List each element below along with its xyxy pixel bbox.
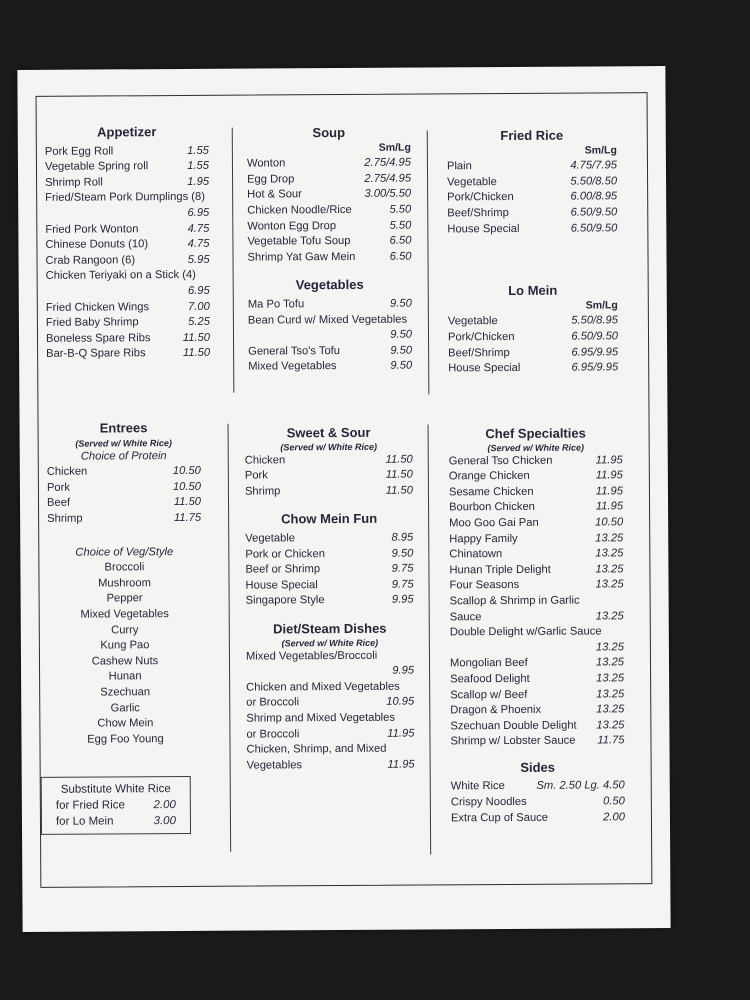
menu-item-name: for Fried Rice [55, 799, 125, 812]
menu-item-price: 11.75 [597, 734, 625, 747]
style-option: Szechuan [100, 686, 151, 699]
menu-item-name: Singapore Style [245, 594, 325, 607]
menu-item-price: 11.50 [385, 484, 413, 497]
vegetables-list [248, 297, 412, 376]
menu-item [450, 671, 624, 688]
menu-item [451, 810, 625, 827]
menu-item-name: Chinese Donuts (10) [45, 238, 149, 251]
menu-item [447, 205, 617, 222]
menu-item [56, 813, 176, 830]
menu-item-price: 10.50 [595, 516, 624, 529]
fried-rice-list [447, 159, 617, 238]
fried-rice-section [447, 127, 619, 377]
menu-item-name: Shrimp Roll [45, 176, 103, 189]
menu-item [449, 562, 623, 579]
menu-item-price: 11.95 [595, 485, 623, 498]
menu-item-price: 13.25 [596, 703, 625, 716]
menu-item-name: House Special [245, 578, 318, 592]
sweet-sour-section [245, 425, 415, 774]
menu-item-name: Vegetables [246, 758, 303, 772]
menu-item-price: 11.50 [182, 347, 211, 360]
menu-item-price: 6.95 [187, 206, 210, 219]
menu-item-price: 11.50 [385, 468, 413, 481]
appetizer-list [45, 143, 210, 362]
menu-item [449, 500, 623, 517]
menu-item [46, 299, 210, 316]
lo-mein-title: Lo Mein [508, 282, 558, 299]
entrees-section [47, 420, 203, 748]
soup-section [247, 125, 413, 376]
menu-item [450, 718, 624, 735]
menu-item-price: 6.50 [389, 250, 412, 263]
menu-item-price: 1.95 [187, 175, 210, 188]
menu-item [245, 562, 413, 579]
menu-item-price: 11.50 [173, 496, 202, 509]
menu-item-price: 13.25 [596, 672, 625, 685]
menu-item-price: 3.00/5.50 [364, 187, 412, 201]
menu-item [46, 331, 210, 348]
menu-item-line [246, 679, 414, 696]
menu-item [245, 546, 413, 563]
menu-item [448, 314, 618, 331]
menu-item-price: 6.95 [187, 284, 210, 297]
menu-item-price: 11.75 [173, 511, 202, 525]
menu-item-name: Shrimp and Mixed Vegetables [246, 711, 396, 725]
menu-item-name: Chinatown [449, 548, 503, 561]
menu-item-price: 4.75 [187, 237, 210, 251]
menu-item-name: Orange Chicken [448, 470, 530, 483]
menu-item-name: Wonton Egg Drop [247, 219, 337, 233]
menu-item [46, 346, 210, 363]
menu-item [45, 190, 209, 222]
menu-item-name: Scallop & Shrimp in Garlic [449, 594, 580, 608]
menu-item-price: 6.50/9.50 [570, 206, 618, 219]
appetizer-title: Appetizer [97, 124, 157, 140]
diet-title: Diet/Steam Dishes [273, 620, 387, 637]
style-option: Pepper [106, 592, 143, 605]
menu-item [449, 531, 623, 548]
menu-item-name: Shrimp Yat Gaw Mein [247, 250, 356, 264]
menu-item-name: Fried Pork Wonton [45, 222, 139, 236]
menu-item [247, 218, 411, 235]
menu-item [246, 593, 414, 610]
menu-item [247, 757, 415, 774]
column-divider-3 [228, 424, 232, 852]
menu-item-name: Mongolian Beef [449, 657, 528, 670]
menu-item-price: 10.50 [172, 480, 201, 493]
menu-item [245, 452, 413, 469]
menu-item [45, 253, 209, 270]
menu-item [450, 734, 624, 751]
menu-item-price: 6.50 [389, 234, 412, 247]
menu-item-name: Plain [446, 160, 472, 173]
menu-item-name: Crab Rangoon (6) [45, 254, 136, 267]
menu-item-name: Fried/Steam Pork Dumplings (8) [45, 191, 205, 205]
menu-item [449, 453, 623, 470]
fried-rice-title: Fried Rice [500, 127, 564, 144]
menu-item-price: 7.00 [188, 300, 210, 313]
menu-item [47, 464, 201, 481]
menu-item-name: Vegetable [245, 532, 296, 545]
menu-item [447, 221, 617, 238]
menu-item-price: 13.25 [596, 687, 625, 700]
chow-mein-fun-title: Chow Mein Fun [281, 511, 378, 527]
substitute-list [50, 797, 182, 830]
menu-item [45, 143, 209, 160]
menu-item-name: Hot & Sour [247, 188, 302, 201]
chef-list [449, 453, 625, 750]
column-divider-1 [232, 128, 235, 393]
menu-item [447, 159, 617, 176]
menu-item-name: Bar-B-Q Spare Ribs [46, 347, 146, 361]
style-option: Chow Mein [97, 717, 154, 730]
menu-item-name: White Rice [450, 780, 505, 793]
fried-rice-size-header: Sm/Lg [584, 143, 617, 157]
menu-item-name: Extra Cup of Sauce [450, 811, 549, 825]
menu-item-price: 5.50/8.95 [571, 314, 618, 327]
menu-item-price: 13.25 [595, 547, 624, 560]
menu-item-name: Mixed Vegetables/Broccoli [245, 649, 378, 663]
sides-list [451, 779, 625, 827]
menu-item-name: Szechuan Double Delight [450, 719, 577, 733]
menu-item [245, 483, 413, 500]
menu-item-line [450, 593, 624, 610]
menu-item-name: Wonton [246, 157, 286, 170]
menu-item [247, 171, 411, 188]
menu-item-price: 9.50 [390, 359, 413, 373]
menu-item-name: Ma Po Tofu [247, 298, 305, 311]
style-option: Mixed Vegetables [80, 608, 169, 621]
menu-item-price: 2.00 [603, 810, 625, 824]
menu-item-name: or Broccoli [246, 727, 300, 741]
menu-item-price: 11.95 [595, 500, 624, 513]
menu-item [245, 577, 413, 594]
menu-item-price: 10.50 [172, 465, 201, 478]
menu-item-name: Chicken Teriyaki on a Stick (4) [45, 269, 196, 283]
veg-style-list [47, 560, 202, 748]
menu-item-name: Scallop w/ Beef [450, 688, 528, 701]
menu-item-price: 6.95/9.95 [571, 361, 619, 374]
menu-item-name: Pork/Chicken [447, 330, 515, 344]
menu-item-name: Chicken [46, 465, 88, 479]
menu-item-name: Sauce [449, 610, 482, 623]
menu-item-name: General Tso Chicken [448, 454, 553, 467]
menu-item-price: 13.25 [595, 563, 624, 576]
menu-item-name: Pork or Chicken [245, 547, 325, 561]
menu-item-name: Bourbon Chicken [449, 501, 535, 514]
menu-item-price: 11.95 [595, 469, 623, 482]
menu-item-price: Sm. 2.50 Lg. 4.50 [536, 779, 625, 793]
menu-item [248, 343, 412, 360]
menu-item-name: Four Seasons [449, 579, 520, 592]
column-divider-4 [428, 424, 432, 854]
substitute-title: Substitute White Rice [60, 783, 171, 796]
menu-item [447, 174, 617, 191]
menu-item-price: 3.00 [153, 815, 177, 828]
vegetables-title: Vegetables [295, 277, 364, 293]
menu-item-name: Crispy Noodles [450, 795, 527, 809]
menu-item-name: Beef/Shrimp [447, 206, 509, 220]
menu-item [248, 297, 412, 314]
menu-item [47, 480, 201, 497]
menu-item-price: 9.95 [392, 664, 415, 677]
menu-item [246, 695, 414, 712]
menu-item-name: Vegetable [447, 175, 497, 189]
menu-item [449, 546, 623, 563]
menu-item [448, 345, 618, 362]
menu-item-name: Pork/Chicken [447, 191, 514, 204]
menu-item-name: Chicken Noodle/Rice [247, 203, 352, 217]
menu-item-name: Shrimp [47, 512, 83, 525]
menu-item [450, 609, 624, 626]
menu-item-price: 9.50 [389, 297, 412, 310]
menu-item [450, 687, 624, 704]
menu-item-name: Double Delight w/Garlic Sauce [449, 625, 602, 639]
menu-item-price: 6.50/9.50 [570, 221, 618, 235]
menu-item [451, 779, 625, 796]
menu-item-price: 13.25 [595, 656, 625, 669]
menu-item-price: 6.95/9.95 [571, 345, 619, 359]
menu-item [45, 175, 209, 192]
menu-item-price: 5.95 [187, 253, 210, 266]
menu-item-name: Pork Egg Roll [44, 144, 114, 158]
menu-item-name: Hunan Triple Delight [449, 563, 551, 577]
chow-mein-fun-list [245, 531, 413, 610]
menu-item-price: 1.55 [187, 160, 209, 173]
menu-item-name: Pork [46, 481, 70, 494]
menu-item-price: 4.75 [187, 222, 210, 235]
menu-item-name: Sesame Chicken [448, 485, 534, 499]
menu-item [45, 221, 209, 238]
menu-item-name: Beef [46, 497, 71, 510]
entrees-title: Entrees [99, 420, 148, 436]
menu-item [248, 359, 412, 376]
menu-item-name: House Special [447, 222, 520, 235]
menu-item-name: Vegetable Tofu Soup [247, 235, 351, 248]
soup-list [247, 156, 412, 266]
menu-item-name: Vegetable Spring roll [44, 160, 149, 174]
menu-item [45, 237, 209, 254]
menu-item-name: or Broccoli [246, 696, 300, 709]
menu-item [450, 656, 624, 673]
sweet-sour-subtitle: (Served w/ White Rice) [280, 441, 377, 452]
style-option: Garlic [110, 701, 140, 714]
menu-item-price: 9.75 [391, 578, 414, 591]
menu-item-price: 6.50/9.50 [571, 330, 619, 343]
menu-item-price: 11.50 [385, 453, 413, 466]
chef-title: Chef Specialties [485, 425, 586, 442]
sides-title: Sides [520, 759, 556, 775]
menu-item-price: 13.25 [596, 718, 625, 732]
menu-item-price: 9.95 [391, 593, 414, 607]
menu-item-name: for Lo Mein [55, 815, 114, 828]
menu-item [451, 794, 625, 811]
menu-item-price: 0.50 [603, 795, 625, 808]
menu-item-name: Shrimp w/ Lobster Sauce [450, 734, 576, 748]
menu-item-name: Chicken, Shrimp, and Mixed [246, 742, 387, 756]
menu-item-name: Beef/Shrimp [448, 346, 510, 359]
menu-item-name: Dragon & Phoenix [450, 703, 542, 717]
sweet-sour-title: Sweet & Sour [286, 424, 371, 441]
veg-style-label: Choice of Veg/Style [75, 545, 174, 559]
chef-section [449, 425, 625, 826]
menu-item [245, 531, 413, 548]
menu-item-name: General Tso's Tofu [248, 344, 341, 358]
menu-item-line [246, 710, 414, 727]
menu-item-price: 9.50 [390, 344, 413, 357]
menu-item-name: Beef or Shrimp [245, 563, 321, 576]
menu-item-price: 6.00/8.95 [570, 190, 618, 203]
menu-item [45, 159, 209, 176]
menu-item-name: Mixed Vegetables [248, 360, 337, 373]
menu-item-price: 13.25 [595, 578, 624, 591]
menu-item-name: Boneless Spare Ribs [45, 331, 151, 345]
menu-item-price: 13.25 [595, 609, 624, 622]
menu-item-price: 10.95 [386, 695, 415, 709]
menu-item [247, 187, 411, 204]
menu-item [449, 515, 623, 532]
menu-item-price: 8.95 [391, 531, 414, 544]
menu-item [46, 268, 210, 300]
menu-item-price: 9.75 [391, 562, 414, 575]
menu-item-price: 11.95 [387, 758, 415, 771]
menu-item-price: 9.50 [391, 547, 414, 560]
menu-item-name: Moo Goo Gai Pan [449, 516, 539, 530]
menu-item-price: 5.50 [389, 203, 412, 216]
menu-item-price: 9.50 [390, 328, 413, 341]
menu-item [448, 329, 618, 346]
menu-item [246, 726, 414, 743]
menu-item-name: Vegetable [447, 315, 498, 328]
menu-item-price: 13.25 [595, 531, 624, 545]
menu-item [247, 156, 411, 173]
protein-label: Choice of Protein [80, 449, 167, 463]
soup-title: Soup [312, 124, 346, 141]
menu-item [450, 702, 624, 719]
column-divider-2 [427, 130, 430, 394]
menu-item [449, 468, 623, 485]
style-option: Kung Pao [100, 639, 150, 652]
menu-item-price: 11.50 [182, 331, 211, 344]
substitute-box [41, 776, 191, 835]
menu-item-name: Chicken [244, 453, 286, 467]
menu-item [449, 578, 623, 595]
style-option: Curry [111, 623, 139, 636]
style-option: Hunan [108, 670, 142, 683]
menu-item-name: Egg Drop [247, 173, 295, 186]
menu-item [248, 312, 412, 344]
menu-item-name: Pork [244, 469, 268, 482]
menu-item [47, 511, 201, 528]
menu-item-line [246, 742, 414, 759]
style-option: Mushroom [98, 576, 151, 590]
menu-item [56, 797, 176, 814]
protein-list [47, 464, 201, 527]
menu-item [245, 468, 413, 485]
menu-item-name: Bean Curd w/ Mixed Vegetables [247, 313, 408, 327]
menu-item [447, 190, 617, 207]
menu-paper [17, 66, 670, 932]
chef-subtitle: (Served w/ White Rice) [487, 442, 584, 453]
menu-item [246, 648, 414, 680]
menu-item [449, 484, 623, 501]
lo-mein-size-header: Sm/Lg [585, 299, 618, 312]
menu-item-price: 2.00 [153, 799, 176, 812]
menu-item [247, 249, 411, 266]
menu-item-price: 5.25 [188, 315, 210, 329]
menu-item-name: Fried Chicken Wings [45, 300, 150, 314]
sweet-sour-list [245, 452, 413, 500]
menu-frame [36, 92, 653, 888]
menu-item-name: House Special [448, 362, 521, 375]
menu-item-name: Shrimp [244, 485, 281, 498]
diet-subtitle: (Served w/ White Rice) [281, 637, 379, 648]
menu-item [450, 624, 624, 656]
menu-item-price: 5.50 [389, 219, 412, 232]
menu-item-name: Happy Family [449, 532, 518, 545]
soup-size-header: Sm/Lg [378, 141, 411, 154]
menu-item-price: 13.25 [595, 641, 624, 654]
menu-item-price: 11.95 [387, 727, 415, 740]
entrees-subtitle: (Served w/ White Rice) [75, 437, 172, 449]
menu-item-price: 1.55 [187, 144, 209, 157]
menu-item-price: 2.75/4.95 [364, 156, 411, 170]
lo-mein-list [448, 314, 618, 377]
style-option: Broccoli [104, 561, 145, 574]
menu-item-price: 4.75/7.95 [570, 159, 618, 172]
menu-item [448, 360, 618, 377]
menu-item-price: 2.75/4.95 [364, 172, 412, 185]
menu-item-name: Chicken and Mixed Vegetables [246, 680, 400, 694]
menu-item [247, 234, 411, 251]
appetizer-section [45, 124, 210, 363]
menu-item [47, 495, 201, 512]
style-option: Cashew Nuts [91, 654, 159, 668]
menu-item-price: 5.50/8.50 [570, 175, 618, 188]
menu-item-name: Fried Baby Shrimp [45, 316, 139, 329]
style-option: Egg Foo Young [87, 732, 164, 746]
menu-item-name: Seafood Delight [450, 672, 530, 686]
menu-item [46, 315, 210, 332]
menu-item [247, 203, 411, 220]
diet-list [246, 648, 415, 774]
menu-item-price: 11.95 [595, 453, 623, 467]
